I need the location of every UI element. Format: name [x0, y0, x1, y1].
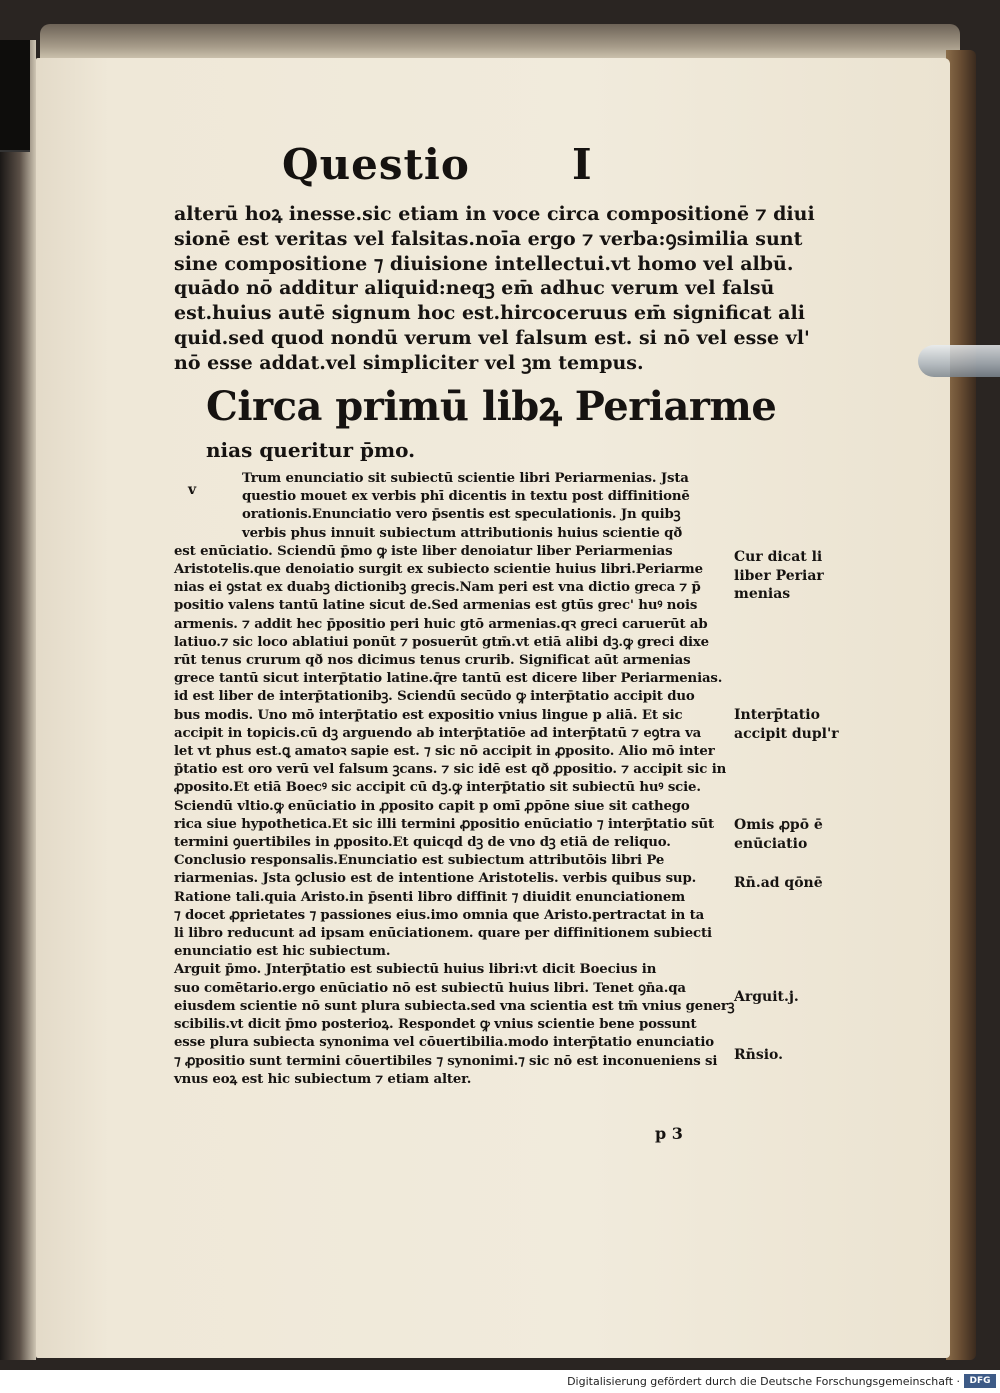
note-line: Omis ꝓpō ē [734, 817, 823, 833]
text-line: vnus eoꝝ est hic subiectum ⁊ etiam alter. [174, 1071, 472, 1087]
book-top-edge [40, 24, 960, 62]
text-line: questio mouet ex verbis phī dicentis in textu post diffinitionē [242, 489, 690, 505]
text-line: let vt phus est.ꝗ amatoꝛ sapie est. ⁊ sic nō accipit in ꝓposito. Alio mō inter [174, 744, 715, 760]
margin-mark: v [188, 482, 197, 498]
text-line: Conclusio responsalis.Enunciatio est subiectum attributōis libri Pe [174, 853, 665, 869]
text-line: ⁊ ꝓpositio sunt termini cōuertibiles ⁊ synonimi.⁊ sic nō est inconueniens si [174, 1053, 718, 1069]
text-block-main [174, 470, 734, 1089]
note-line: enūciatio [734, 835, 808, 852]
text-line: esse plura subiecta synonima vel cōuertibilia.modo interp̄tatio enunciatio [174, 1035, 715, 1051]
margin-note [734, 548, 824, 604]
page-tab-marker [918, 345, 1000, 377]
book-spine [0, 40, 30, 152]
text-line: Arguit p̄mo. Jnterp̄tatio est subiectū huius libri:vt dicit Boecius in [174, 962, 657, 978]
text-line: verbis phus innuit subiectum attributionis huius scientie qð [242, 525, 683, 541]
section-title-tail: nias queritur p̄mo. [206, 438, 416, 462]
facing-page-edge [0, 40, 36, 1360]
text-line: li libro reducunt ad ipsam enūciationem. quare per diffinitionem subiecti [174, 926, 712, 942]
footer-credit: Digitalisierung gefördert durch die Deutsche Forschungsgemeinschaft · [567, 1375, 960, 1388]
text-line: orationis.Enunciatio vero p̄sentis est speculationis. Jn quibꝫ [242, 507, 681, 523]
margin-note [734, 988, 799, 1007]
note-line: accipit dupl'r [734, 725, 839, 742]
text-line: ꝓposito.Et etiā Boecꝰ sic accipit cū dꝫ.ꝙ interp̄tatio sit subiectū huꝰ scie. [174, 780, 701, 796]
text-line: grece tantū sicut interp̄tatio latine.q̄re tantū est dicere liber Periarmenias. [174, 671, 723, 687]
text-line: sionē est veritas vel falsitas.noīa ergo ⁊ verba:ꝯsimilia sunt [174, 227, 803, 250]
text-line: latiuo.⁊ sic loco ablatiui ponūt ⁊ posuerūt gtm̄.vt etiā alibi dꝫ.ꝙ greci dixe [174, 634, 709, 650]
text-line: id est liber de interp̄tationibꝫ. Sciendū secūdo ꝙ interp̄tatio accipit duo [174, 689, 695, 705]
text-line: est enūciatio. Sciendū p̄mo ꝙ iste liber denoiatur liber Periarmenias [174, 543, 673, 559]
text-line: eiusdem scientie nō sunt plura subiecta.sed vna scientia est tm̄ vnius generꝫ [174, 998, 735, 1014]
text-line: quādo nō additur aliquid:neqꝫ em̄ adhuc verum vel falsū [174, 277, 775, 300]
margin-note [734, 1046, 783, 1065]
margin-note [734, 706, 839, 743]
text-line: Sciendū vltio.ꝙ enūciatio in ꝓposito capit p omī ꝓpōne siue sit cathego [174, 798, 690, 814]
text-line: est.huius autē signum hoc est.hircoceruus em̄ significat ali [174, 302, 805, 325]
text-line: nias ei ꝯstat ex duabꝫ dictionibꝫ grecis.Nam peri est vna dictio greca ⁊ p̄ [174, 580, 701, 596]
text-line: sine compositione ⁊ diuisione intellectui.vt homo vel albū. [174, 252, 794, 275]
note-line: liber Periar [734, 567, 824, 584]
text-line: rica siue hypothetica.Et sic illi termini ꝓpositio enūciatio ⁊ interp̄tatio sūt [174, 816, 714, 832]
digitization-footer [0, 1370, 1000, 1393]
text-line: quid.sed quod nondū verum vel falsum est. si nō vel esse vl' [174, 326, 810, 349]
note-line: Cur dicat li [734, 549, 823, 565]
text-line: scibilis.vt dicit p̄mo posterioꝝ. Respondet ꝙ vnius scientie bene possunt [174, 1017, 697, 1033]
text-line: ⁊ docet ꝓprietates ⁊ passiones eius.imo omnia que Aristo.pertractat in ta [174, 907, 705, 923]
text-line: nō esse addat.vel simpliciter vel ꝫm tempus. [174, 351, 644, 374]
signature-mark: p 3 [655, 1124, 683, 1143]
text-line: enunciatio est hic subiectum. [174, 944, 391, 960]
text-line: Trum enunciatio sit subiectū scientie libri Periarmenias. Jsta [242, 471, 689, 486]
note-line: menias [734, 586, 791, 602]
text-line: riarmenias. Jsta ꝯclusio est de intentione Aristotelis. verbis quibus sup. [174, 871, 697, 887]
text-line: Ratione tali.quia Aristo.in p̄senti libro diffinit ⁊ diuidit enunciationem [174, 889, 686, 905]
text-line: rūt tenus crurum qð nos dicimus tenus crurib. Significat aūt armenias [174, 653, 691, 669]
book-binding [946, 50, 976, 1360]
note-line: Rn̄.ad qōnē [734, 875, 823, 891]
text-line: suo comētario.ergo enūciatio nō est subiectū huius libri. Tenet ꝯn̄a.qa [174, 980, 686, 996]
text-line: positio valens tantū latine sicut de.Sed armenias est gtūs grec' huꝰ nois [174, 598, 698, 614]
note-line: Interp̄tatio [734, 707, 820, 723]
margin-note [734, 874, 823, 893]
note-line: Rn̄sio. [734, 1047, 783, 1063]
text-line: p̄tatio est oro verū vel falsum ꝫcans. ⁊ sic idē est qð ꝓpositio. ⁊ accipit sic in [174, 762, 727, 778]
running-header [282, 140, 622, 196]
section-title: Circa primū libꝝ Periarme [206, 383, 777, 430]
margin-note [734, 816, 823, 853]
header-folio: I [572, 140, 593, 189]
text-line: armenis. ⁊ addit hec p̄positio peri huic gtō armenias.qꝛ greci caruerūt ab [174, 616, 708, 632]
text-line: Aristotelis.que denoiatio surgit ex subiecto scientie huius libri.Periarme [174, 562, 703, 578]
note-line: Arguit.j. [734, 989, 799, 1005]
text-block-continuation [174, 202, 815, 376]
text-line: alterū hoꝝ inesse.sic etiam in voce circa compositionē ⁊ diui [174, 203, 815, 225]
text-line: accipit in topicis.cū dꝫ arguendo ab interp̄tatiōe ad interp̄tatū ⁊ eꝯtra va [174, 725, 702, 741]
header-title: Questio [282, 140, 470, 189]
text-line: bus modis. Uno mō interp̄tatio est expositio vnius lingue p aliā. Et sic [174, 707, 683, 723]
dfg-logo: DFG [964, 1374, 996, 1388]
text-line: termini ꝯuertibiles in ꝓposito.Et quicqd dꝫ de vno dꝫ etiā de reliquo. [174, 835, 671, 851]
